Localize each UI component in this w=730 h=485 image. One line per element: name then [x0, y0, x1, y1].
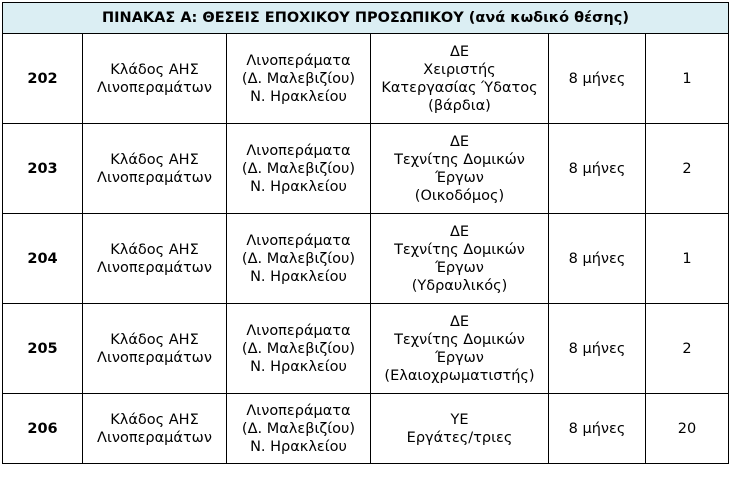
service-cell-line: Λινοπεραμάτων [97, 169, 212, 186]
service-cell [83, 124, 227, 214]
specialty-cell [371, 214, 549, 304]
specialty-cell [371, 304, 549, 394]
location-cell-line: Ν. Ηρακλείου [250, 438, 347, 455]
duration-cell: 8 μήνες [549, 214, 646, 304]
specialty-cell-line: (βάρδια) [428, 97, 491, 114]
count-cell: 1 [646, 214, 729, 304]
table-body [3, 34, 729, 464]
position-code-cell: 204 [3, 214, 83, 304]
service-cell-line: Κλάδος ΑΗΣ [110, 61, 199, 78]
specialty-cell-line: (Ελαιοχρωματιστής) [384, 367, 535, 384]
service-cell [83, 304, 227, 394]
count-cell: 2 [646, 124, 729, 214]
count-cell: 2 [646, 304, 729, 394]
location-cell-line: (Δ. Μαλεβιζίου) [241, 250, 356, 267]
specialty-cell [371, 34, 549, 124]
location-cell [227, 214, 371, 304]
table-row [3, 394, 729, 464]
table-title: ΠΙΝΑΚΑΣ Α: ΘΕΣΕΙΣ ΕΠΟΧΙΚΟΥ ΠΡΟΣΩΠΙΚΟΥ (ανά κωδικό θέσης) [3, 3, 729, 34]
location-cell [227, 394, 371, 464]
duration-cell: 8 μήνες [549, 124, 646, 214]
location-cell-line: (Δ. Μαλεβιζίου) [241, 70, 356, 87]
duration-cell: 8 μήνες [549, 34, 646, 124]
service-cell-line: Λινοπεραμάτων [97, 259, 212, 276]
location-cell-line: Λινοπεράματα [246, 402, 351, 419]
service-cell-line: Λινοπεραμάτων [97, 79, 212, 96]
location-cell-line: Ν. Ηρακλείου [250, 268, 347, 285]
location-cell-line: (Δ. Μαλεβιζίου) [241, 420, 356, 437]
location-cell-line: (Δ. Μαλεβιζίου) [241, 160, 356, 177]
location-cell-line: (Δ. Μαλεβιζίου) [241, 340, 356, 357]
specialty-cell-line: (Οικοδόμος) [414, 187, 505, 204]
specialty-cell-line: Τεχνίτης Δομικών [394, 241, 525, 258]
location-cell-line: Ν. Ηρακλείου [250, 358, 347, 375]
specialty-cell-line: Έργων [435, 259, 484, 276]
service-cell [83, 214, 227, 304]
service-cell-line: Κλάδος ΑΗΣ [110, 331, 199, 348]
positions-table [2, 2, 729, 464]
location-cell-line: Λινοπεράματα [246, 52, 351, 69]
location-cell-line: Ν. Ηρακλείου [250, 88, 347, 105]
table-row [3, 214, 729, 304]
service-cell [83, 394, 227, 464]
specialty-cell-line: ΔΕ [449, 43, 470, 60]
location-cell-line: Λινοπεράματα [246, 322, 351, 339]
location-cell [227, 34, 371, 124]
position-code-cell: 202 [3, 34, 83, 124]
specialty-cell-line: Τεχνίτης Δομικών [394, 331, 525, 348]
position-code-cell: 206 [3, 394, 83, 464]
specialty-cell-line: Έργων [435, 349, 484, 366]
specialty-cell-line: (Υδραυλικός) [411, 277, 508, 294]
service-cell [83, 34, 227, 124]
location-cell [227, 304, 371, 394]
service-cell-line: Κλάδος ΑΗΣ [110, 411, 199, 428]
specialty-cell-line: Χειριστής [423, 61, 496, 78]
specialty-cell [371, 124, 549, 214]
position-code-cell: 205 [3, 304, 83, 394]
location-cell-line: Λινοπεράματα [246, 232, 351, 249]
specialty-cell-line: Έργων [435, 169, 484, 186]
table-row [3, 304, 729, 394]
table-row [3, 124, 729, 214]
service-cell-line: Λινοπεραμάτων [97, 349, 212, 366]
location-cell-line: Ν. Ηρακλείου [250, 178, 347, 195]
service-cell-line: Λινοπεραμάτων [97, 429, 212, 446]
specialty-cell-line: Εργάτες/τριες [406, 429, 513, 446]
count-cell: 20 [646, 394, 729, 464]
position-code-cell: 203 [3, 124, 83, 214]
service-cell-line: Κλάδος ΑΗΣ [110, 151, 199, 168]
specialty-cell-line: ΔΕ [449, 313, 470, 330]
count-cell: 1 [646, 34, 729, 124]
duration-cell: 8 μήνες [549, 394, 646, 464]
specialty-cell-line: ΔΕ [449, 133, 470, 150]
specialty-cell-line: Κατεργασίας Ύδατος [381, 79, 538, 96]
table-row [3, 34, 729, 124]
specialty-cell-line: Τεχνίτης Δομικών [394, 151, 525, 168]
duration-cell: 8 μήνες [549, 304, 646, 394]
location-cell-line: Λινοπεράματα [246, 142, 351, 159]
specialty-cell [371, 394, 549, 464]
title-row [3, 3, 729, 34]
specialty-cell-line: ΔΕ [449, 223, 470, 240]
specialty-cell-line: ΥΕ [450, 411, 469, 428]
location-cell [227, 124, 371, 214]
service-cell-line: Κλάδος ΑΗΣ [110, 241, 199, 258]
